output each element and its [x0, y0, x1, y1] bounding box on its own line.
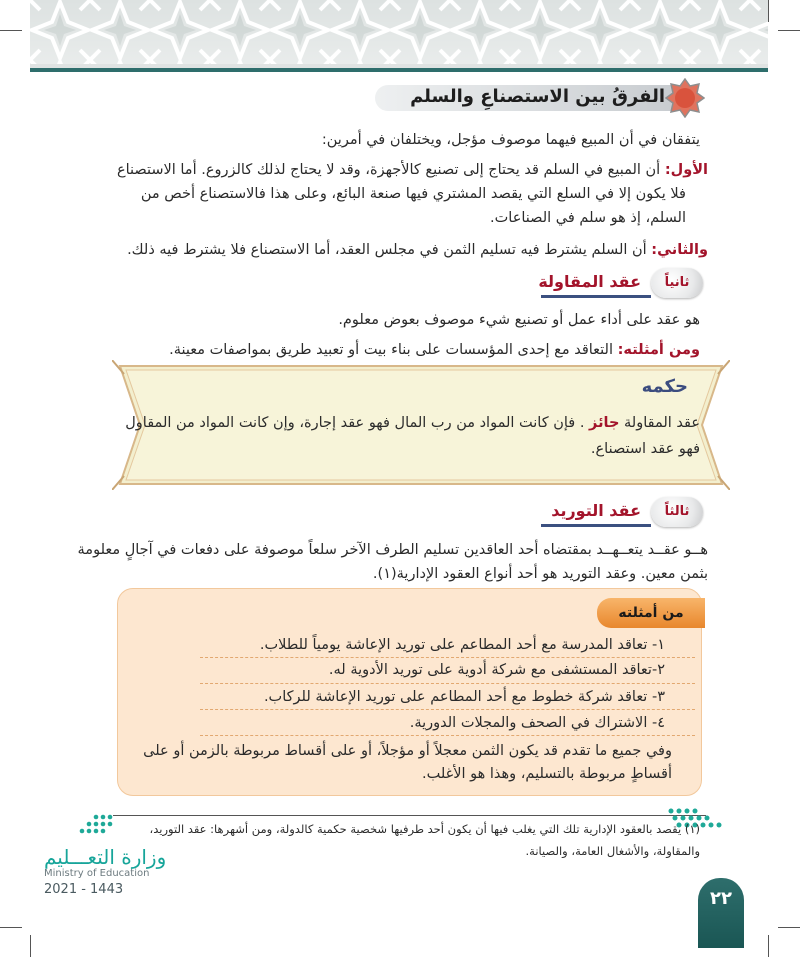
example-item: ١- تعاقد المدرسة مع أحد المطاعم على توريد الإعاشة يومياً للطلاب.	[259, 637, 665, 653]
point-second-text: أن السلم يشترط فيه تسليم الثمن في مجلس العقد، أما الاستصناع فلا يشترط فيه ذلك.	[127, 242, 647, 258]
ruling-line1	[125, 410, 700, 436]
section-underline	[541, 295, 651, 298]
example-text: التعاقد مع إحدى المؤسسات على بناء بيت أو تعبيد طريق بمواصفات معينة.	[169, 342, 613, 358]
section-two-example	[100, 338, 700, 362]
example-item: ٤- الاشتراك في الصحف والمجلات الدورية.	[409, 715, 665, 731]
section-number-badge: ثانياً	[651, 268, 703, 298]
crop-mark	[30, 935, 31, 957]
section-three-text	[78, 538, 708, 586]
point-first-label: الأول:	[664, 162, 708, 178]
section-two-definition: هو عقد على أداء عمل أو تصنيع شيء موصوف بعوض معلوم.	[338, 312, 700, 328]
section-underline	[541, 524, 651, 527]
dashed-divider	[200, 709, 695, 711]
crop-mark	[778, 927, 800, 928]
crop-mark	[768, 0, 769, 22]
point-first-line3: السلم، إذ هو سلم في الصناعات.	[490, 210, 686, 226]
crop-mark	[778, 30, 800, 31]
ruling-title: حكمه	[641, 376, 688, 397]
dashed-divider	[200, 735, 695, 737]
ruling-text	[125, 410, 700, 462]
ruling-prefix: عقد المقاولة	[624, 415, 700, 431]
point-second	[88, 238, 708, 262]
point-first-text1: أن المبيع في السلم قد يحتاج إلى تصنيع كالأجهزة، وقد لا يحتاج لذلك كالزروع. أما الاستصناع	[116, 162, 661, 178]
page-number: ٢٢	[710, 888, 732, 909]
intro-text	[100, 128, 700, 152]
footnote	[100, 818, 700, 862]
crop-mark	[768, 935, 769, 957]
example-item: ٢-تعاقد المستشفى مع شركة أدوية على توريد الأدوية له.	[328, 662, 665, 678]
ministry-name-arabic: وزارة التعـــليم	[44, 845, 167, 869]
section-heading	[375, 82, 705, 114]
decorative-banner	[30, 0, 768, 72]
section-number-badge: ثالثاً	[651, 497, 703, 527]
ruling-value: جائز	[589, 415, 620, 431]
footnote-line1: (١) يقصد بالعقود الإدارية تلك التي يغلب فيها أن يكون أحد طرفيها شخصية حكمية كالدولة، ومن أشهرها: عقد التوريد،	[149, 822, 700, 836]
page-title: الفرقُ بين الاستصناعِ والسلم	[410, 86, 665, 107]
ruling-rest: . فإن كانت المواد من رب المال فهو عقد إجارة، وإن كانت المواد من المقاول	[125, 415, 585, 431]
crop-mark	[0, 30, 22, 31]
section-three-line2: بثمن معين. وعقد التوريد هو أحد أنواع العقود الإدارية(١).	[372, 566, 708, 582]
point-first-line1	[88, 158, 708, 182]
intro-sentence: يتفقان في أن المبيع فيهما موصوف مؤجل، ويختلفان في أمرين:	[321, 132, 700, 148]
section-two-heading	[483, 268, 703, 298]
footnote-line2: والمقاولة، والأشغال العامة، والصيانة.	[525, 844, 700, 858]
example-item: ٣- تعاقد شركة خطوط مع أحد المطاعم على توريد الإعاشة للركاب.	[263, 689, 665, 705]
point-first	[88, 158, 708, 230]
section-three-heading	[483, 497, 703, 527]
crop-mark	[0, 927, 22, 928]
section-title: عقد المقاولة	[538, 272, 641, 291]
example-label: ومن أمثلته:	[617, 342, 700, 358]
section-three-line1: هــو عقــد يتعــهــد بمقتضاه أحد العاقدين تسليم الطرف الآخر سلعاً موصوفة على دفعات في آجالٍ معلومة	[77, 542, 708, 558]
examples-note-line2: أقساطٍ مربوطة بالتسليم، وهذا هو الأغلب.	[421, 766, 672, 782]
ruling-line2: فهو عقد استصناع.	[590, 441, 700, 457]
examples-note-line1: وفي جميع ما تقدم قد يكون الثمن معجلاً أو مؤجلاً، أو على أقساط مربوطة بالزمن أو على	[143, 743, 672, 759]
ministry-year: 2021 - 1443	[44, 882, 124, 897]
star-ornament-icon	[665, 78, 705, 118]
ministry-logo-icon	[56, 813, 114, 841]
footnote-rule	[113, 815, 706, 816]
point-second-label: والثاني:	[651, 242, 708, 258]
examples-tab: من أمثلته	[597, 598, 705, 628]
ministry-name-english: Ministry of Education	[44, 868, 150, 879]
point-first-line2: فلا يكون إلا في السلع التي يقصد المشتري فيها صنعة البائع، وعلى هذا فالاستصناع أخص من	[140, 186, 686, 202]
dashed-divider	[200, 683, 695, 685]
section-title: عقد التوريد	[551, 501, 641, 520]
